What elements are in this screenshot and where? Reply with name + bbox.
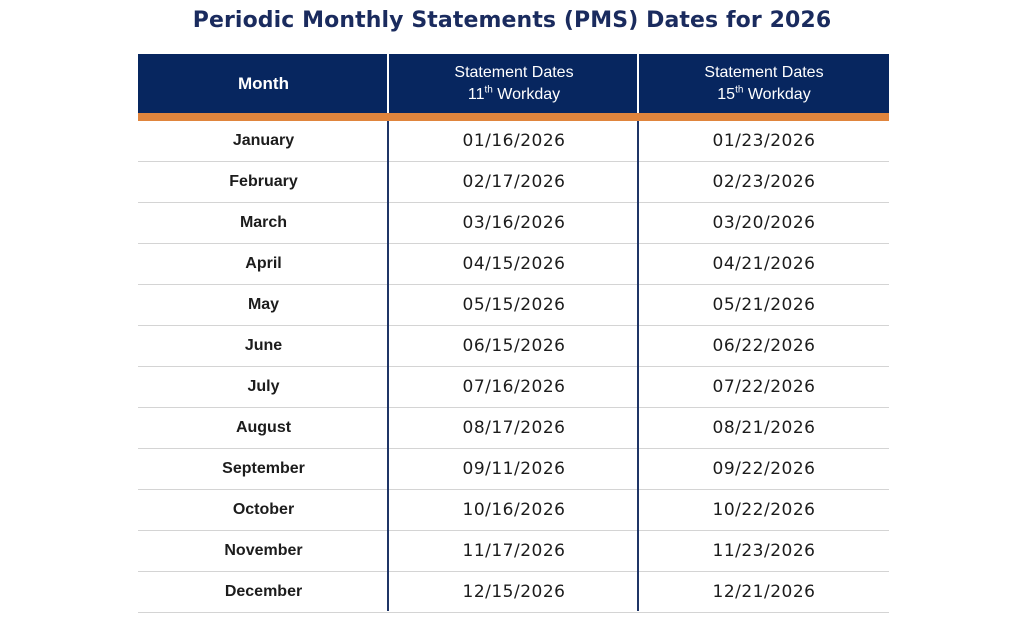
header-11th-line1: Statement Dates	[454, 63, 574, 81]
date-11th-cell: 03/16/2026	[462, 213, 566, 233]
table-row	[138, 490, 889, 531]
header-11th-workday	[389, 54, 639, 113]
date-11th-cell: 07/16/2026	[462, 377, 566, 397]
date-11th-cell: 04/15/2026	[462, 254, 566, 274]
header-15th-number: 15	[717, 85, 736, 103]
date-11th-cell: 12/15/2026	[462, 582, 566, 602]
statement-dates-table	[138, 54, 889, 613]
header-11th-suffix: th	[484, 84, 493, 96]
month-cell: February	[229, 173, 298, 190]
date-11th-cell: 06/15/2026	[462, 336, 566, 356]
month-cell: July	[247, 378, 280, 395]
table-row	[138, 449, 889, 490]
table-header	[138, 54, 889, 113]
header-11th-line2	[468, 84, 560, 106]
table-body	[138, 121, 889, 613]
date-15th-cell: 12/21/2026	[712, 582, 816, 602]
table-row	[138, 408, 889, 449]
date-11th-cell: 05/15/2026	[462, 295, 566, 315]
month-cell: September	[222, 460, 305, 477]
date-15th-cell: 07/22/2026	[712, 377, 816, 397]
header-month-label: Month	[238, 73, 289, 93]
header-divider	[637, 54, 639, 113]
header-accent-bar	[138, 113, 889, 121]
header-month	[138, 54, 389, 113]
date-15th-cell: 11/23/2026	[712, 541, 816, 561]
date-15th-cell: 04/21/2026	[712, 254, 816, 274]
date-15th-cell: 03/20/2026	[712, 213, 816, 233]
month-cell: March	[239, 214, 288, 231]
date-11th-cell: 11/17/2026	[462, 541, 566, 561]
header-divider	[387, 54, 389, 113]
date-15th-cell: 10/22/2026	[712, 500, 816, 520]
month-cell: April	[245, 255, 282, 272]
date-11th-cell: 08/17/2026	[462, 418, 566, 438]
table-row	[138, 572, 889, 613]
date-11th-cell: 01/16/2026	[462, 131, 566, 151]
header-15th-line2	[717, 84, 810, 106]
table-row	[138, 203, 889, 244]
date-11th-cell: 10/16/2026	[462, 500, 566, 520]
table-row	[138, 326, 889, 367]
date-15th-cell: 08/21/2026	[712, 418, 816, 438]
date-11th-cell: 09/11/2026	[462, 459, 566, 479]
header-11th-workday-label: Workday	[492, 85, 561, 103]
date-11th-cell: 02/17/2026	[462, 172, 566, 192]
date-15th-cell: 01/23/2026	[712, 131, 816, 151]
header-15th-suffix: th	[735, 84, 744, 96]
table-row	[138, 162, 889, 203]
table-row	[138, 285, 889, 326]
header-15th-workday	[639, 54, 889, 113]
date-15th-cell: 09/22/2026	[712, 459, 816, 479]
header-15th-workday-label: Workday	[743, 85, 811, 103]
column-divider	[637, 121, 639, 611]
page-title: Periodic Monthly Statements (PMS) Dates for 2026	[192, 8, 832, 33]
month-cell: October	[232, 501, 295, 518]
month-cell: November	[224, 542, 303, 559]
table-row	[138, 367, 889, 408]
header-15th-line1: Statement Dates	[704, 63, 824, 81]
month-cell: May	[247, 296, 280, 313]
table-row	[138, 531, 889, 572]
date-15th-cell: 02/23/2026	[712, 172, 816, 192]
month-cell: June	[244, 337, 283, 354]
month-cell: January	[232, 132, 295, 149]
column-divider	[387, 121, 389, 611]
month-cell: August	[235, 419, 292, 436]
date-15th-cell: 05/21/2026	[712, 295, 816, 315]
table-row	[138, 121, 889, 162]
month-cell: December	[224, 583, 303, 600]
table-row	[138, 244, 889, 285]
header-11th-number: 11	[467, 85, 485, 103]
date-15th-cell: 06/22/2026	[712, 336, 816, 356]
